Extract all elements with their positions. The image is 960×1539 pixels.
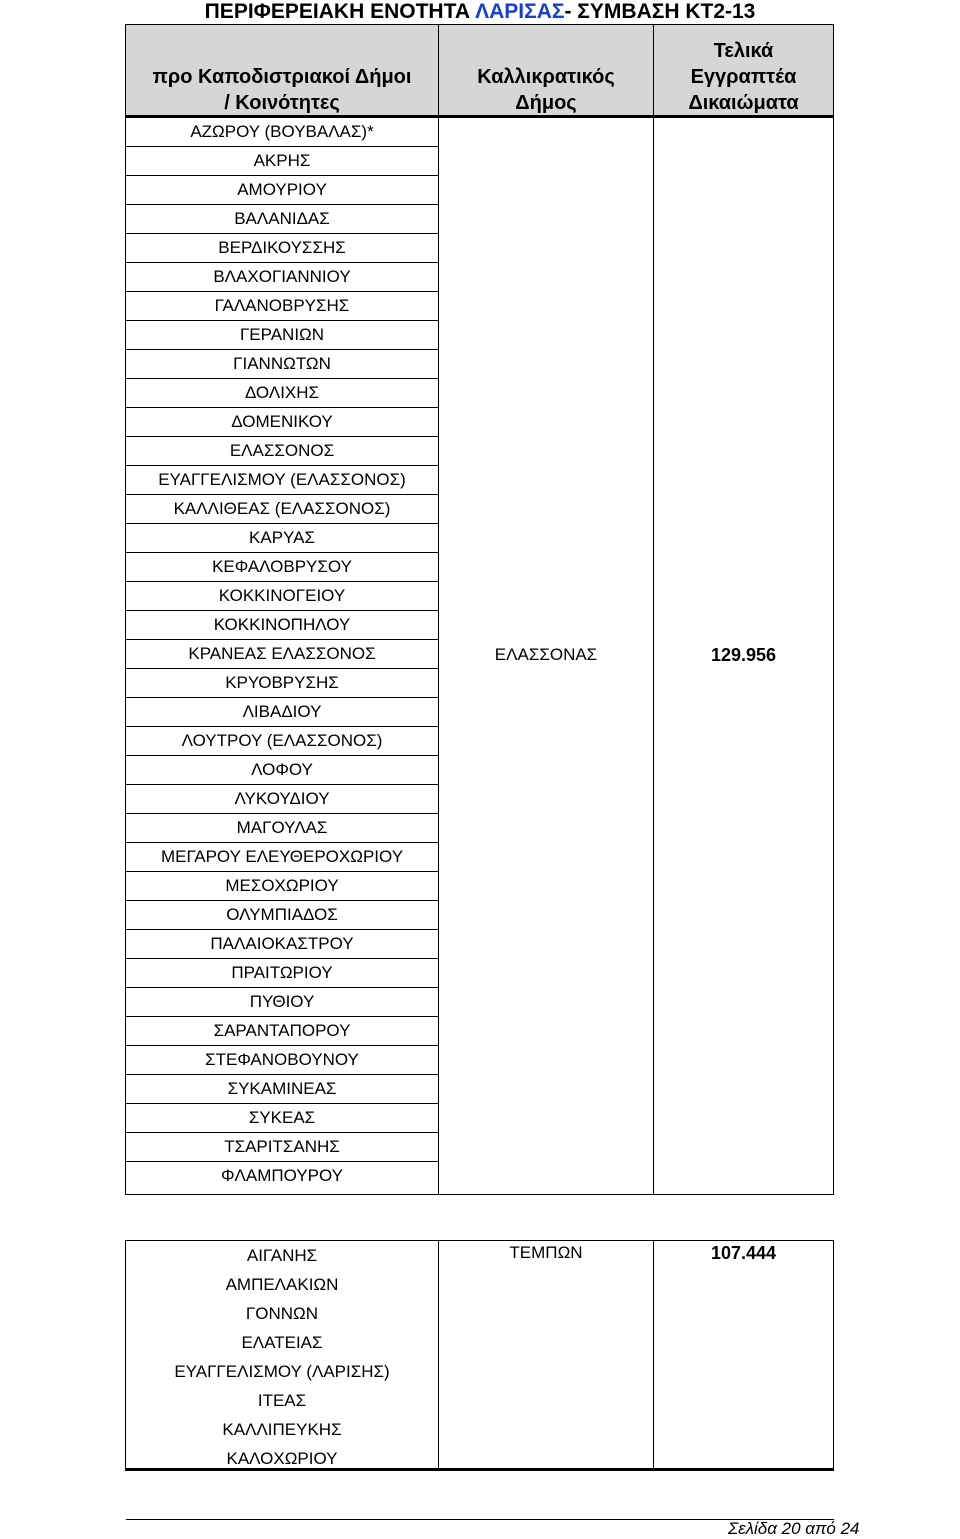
column-divider — [653, 25, 654, 1195]
header-rights — [654, 38, 833, 116]
rights-value: 107.444 — [710, 1243, 777, 1263]
table-row: ΣΤΕΦΑΝΟΒΟΥΝΟΥ — [126, 1046, 438, 1075]
table-row: ΚΟΚΚΙΝΟΓΕΙΟΥ — [126, 582, 438, 611]
header-rights-line3: Δικαιώματα — [688, 92, 799, 114]
table-row: ΚΑΡΥΑΣ — [126, 524, 438, 553]
column-divider — [438, 25, 439, 1195]
title-region: ΛΑΡΙΣΑΣ — [475, 0, 565, 23]
table-row: ΣΥΚΕΑΣ — [126, 1104, 438, 1133]
header-rights-line2: Εγγραπτέα — [690, 66, 797, 88]
page-number: Σελίδα 20 από 24 — [728, 1519, 860, 1538]
table-row: ΚΡΑΝΕΑΣ ΕΛΑΣΣΟΝΟΣ — [126, 640, 438, 669]
column-divider — [653, 1241, 654, 1470]
rights-value: 129.956 — [710, 645, 777, 665]
table-row: ΒΛΑΧΟΓΙΑΝΝΙΟΥ — [126, 263, 438, 292]
table-row: ΛΟΥΤΡΟΥ (ΕΛΑΣΣΟΝΟΣ) — [126, 727, 438, 756]
header-rights-line1: Τελικά — [713, 40, 774, 62]
table-row: ΓΙΑΝΝΩΤΩΝ — [126, 350, 438, 379]
table-row: ΜΕΣΟΧΩΡΙΟΥ — [126, 872, 438, 901]
header-municipality-line2: Δήμος — [515, 92, 577, 114]
title-suffix: - ΣΥΜΒΑΣΗ ΚΤ2-13 — [564, 0, 756, 23]
table-row: ΑΜΠΕΛΑΚΙΩΝ — [225, 1274, 339, 1294]
table-row: ΚΡΥΟΒΡΥΣΗΣ — [126, 669, 438, 698]
table-row: ΣΑΡΑΝΤΑΠΟΡΟΥ — [126, 1017, 438, 1046]
header-communities-line2: / Κοινότητες — [224, 92, 340, 114]
table-row: ΒΑΛΑΝΙΔΑΣ — [126, 205, 438, 234]
table-row: ΠΡΑΙΤΩΡΙΟΥ — [126, 959, 438, 988]
table-row: ΓΕΡΑΝΙΩΝ — [126, 321, 438, 350]
table-row: ΑΚΡΗΣ — [126, 147, 438, 176]
table-row: ΠΥΘΙΟΥ — [126, 988, 438, 1017]
table-row: ΑΖΩΡΟΥ (ΒΟΥΒΑΛΑΣ)* — [126, 118, 438, 147]
page-title — [0, 0, 960, 24]
table-row: ΚΕΦΑΛΟΒΡΥΣΟΥ — [126, 553, 438, 582]
table-row: ΛΙΒΑΔΙΟΥ — [126, 698, 438, 727]
title-prefix: ΠΕΡΙΦΕΡΕΙΑΚΗ ΕΝΟΤΗΤΑ — [204, 0, 476, 23]
table-row: ΚΟΚΚΙΝΟΠΗΛΟΥ — [126, 611, 438, 640]
table-row: ΕΥΑΓΓΕΛΙΣΜΟΥ (ΕΛΑΣΣΟΝΟΣ) — [126, 466, 438, 495]
header-municipality-line1: Καλλικρατικός — [477, 66, 615, 88]
table-row: ΓΟΝΝΩΝ — [245, 1303, 319, 1323]
table-row: ΔΟΛΙΧΗΣ — [126, 379, 438, 408]
municipality-value: ΤΕΜΠΩΝ — [509, 1243, 583, 1262]
table-row: ΚΑΛΛΙΠΕΥΚΗΣ — [222, 1419, 342, 1439]
table-row: ΜΕΓΑΡΟΥ ΕΛΕΥΘΕΡΟΧΩΡΙΟΥ — [126, 843, 438, 872]
table-row: ΛΟΦΟΥ — [126, 756, 438, 785]
header-communities-line1: προ Καποδιστριακοί Δήμοι — [152, 66, 412, 88]
community-list — [126, 118, 438, 1190]
table-row: ΚΑΛΛΙΘΕΑΣ (ΕΛΑΣΣΟΝΟΣ) — [126, 495, 438, 524]
community-list — [126, 1241, 438, 1473]
table-row: ΑΙΓΑΝΗΣ — [246, 1245, 318, 1265]
table-row: ΟΛΥΜΠΙΑΔΟΣ — [126, 901, 438, 930]
table-row: ΓΑΛΑΝΟΒΡΥΣΗΣ — [126, 292, 438, 321]
municipality-value: ΕΛΑΣΣΟΝΑΣ — [494, 645, 598, 664]
table-row: ΜΑΓΟΥΛΑΣ — [126, 814, 438, 843]
table-row: ΕΥΑΓΓΕΛΙΣΜΟΥ (ΛΑΡΙΣΗΣ) — [174, 1361, 390, 1381]
table-row: ΕΛΑΣΣΟΝΟΣ — [126, 437, 438, 466]
table-row: ΣΥΚΑΜΙΝΕΑΣ — [126, 1075, 438, 1104]
table-row: ΒΕΡΔΙΚΟΥΣΣΗΣ — [126, 234, 438, 263]
table-row: ΕΛΑΤΕΙΑΣ — [241, 1332, 323, 1352]
table-row: ΚΑΛΟΧΩΡΙΟΥ — [226, 1448, 338, 1468]
column-divider — [438, 1241, 439, 1470]
table-row: ΦΛΑΜΠΟΥΡΟΥ — [220, 1166, 344, 1185]
table-row: ΠΑΛΑΙΟΚΑΣΤΡΟΥ — [126, 930, 438, 959]
header-communities — [126, 64, 438, 116]
header-municipality — [439, 64, 653, 116]
table-row: ΑΜΟΥΡΙΟΥ — [126, 176, 438, 205]
table-row: ΔΟΜΕΝΙΚΟΥ — [126, 408, 438, 437]
table-row: ΛΥΚΟΥΔΙΟΥ — [126, 785, 438, 814]
table-row: ΤΣΑΡΙΤΣΑΝΗΣ — [126, 1133, 438, 1162]
table-row: ΙΤΕΑΣ — [257, 1390, 307, 1410]
